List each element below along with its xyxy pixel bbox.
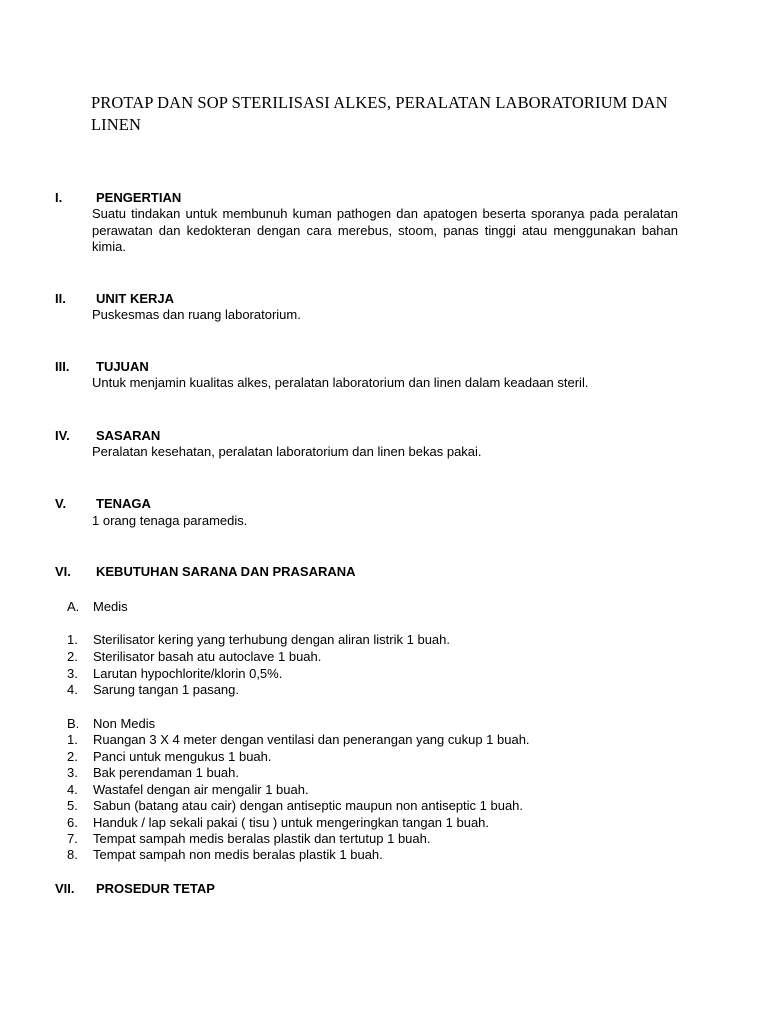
list-item-number: 4. (67, 782, 78, 797)
list-item: Panci untuk mengukus 1 buah. (93, 749, 272, 764)
list-item-number: 3. (67, 765, 78, 780)
section-number: II. (55, 291, 66, 306)
list-item-number: 6. (67, 815, 78, 830)
subsection-letter: B. (67, 716, 80, 731)
list-item: Wastafel dengan air mengalir 1 buah. (93, 782, 309, 797)
section-heading-sasaran: SASARAN (96, 428, 161, 443)
section-heading-kebutuhan: KEBUTUHAN SARANA DAN PRASARANA (96, 564, 356, 579)
section-number: I. (55, 190, 63, 205)
list-item: Sabun (batang atau cair) dengan antiseptic maupun non antiseptic 1 buah. (93, 798, 524, 813)
list-item: Larutan hypochlorite/klorin 0,5%. (93, 666, 283, 681)
section-number: VII. (55, 881, 75, 896)
list-item: Sterilisator basah atu autoclave 1 buah. (93, 649, 322, 664)
section-number: IV. (55, 428, 70, 443)
list-item: Sterilisator kering yang terhubung dengan aliran listrik 1 buah. (93, 632, 450, 647)
list-item: Bak perendaman 1 buah. (93, 765, 239, 780)
list-item: Handuk / lap sekali pakai ( tisu ) untuk mengeringkan tangan 1 buah. (93, 815, 490, 830)
section-body-pengertian: Suatu tindakan untuk membunuh kuman pathogen dan apatogen beserta sporanya pada peralatan perawatan dan kedokteran dengan cara merebus, stoom, panas tinggi atau menggunakan bahan kimia. (92, 206, 678, 254)
document-title: PROTAP DAN SOP STERILISASI ALKES, PERALATAN LABORATORIUM DAN LINEN (91, 93, 668, 134)
list-item: Ruangan 3 X 4 meter dengan ventilasi dan penerangan yang cukup 1 buah. (93, 732, 530, 747)
list-item-number: 2. (67, 749, 78, 764)
list-item-number: 5. (67, 798, 78, 813)
list-item: Tempat sampah medis beralas plastik dan tertutup 1 buah. (93, 831, 431, 846)
list-item: Sarung tangan 1 pasang. (93, 682, 240, 697)
section-number: VI. (55, 564, 71, 579)
section-body-tenaga: 1 orang tenaga paramedis. (92, 513, 248, 528)
subsection-label-non-medis: Non Medis (93, 716, 156, 731)
section-heading-pengertian: PENGERTIAN (96, 190, 182, 205)
list-item-number: 7. (67, 831, 78, 846)
section-heading-tenaga: TENAGA (96, 496, 151, 511)
list-item: Tempat sampah non medis beralas plastik 1 buah. (93, 847, 383, 862)
list-item-number: 2. (67, 649, 78, 664)
section-body-unit-kerja: Puskesmas dan ruang laboratorium. (92, 307, 301, 322)
section-number: V. (55, 496, 67, 511)
list-item-number: 3. (67, 666, 78, 681)
section-number: III. (55, 359, 70, 374)
section-heading-tujuan: TUJUAN (96, 359, 149, 374)
list-item-number: 1. (67, 632, 78, 647)
section-body-sasaran: Peralatan kesehatan, peralatan laboratorium dan linen bekas pakai. (92, 444, 482, 459)
section-body-tujuan: Untuk menjamin kualitas alkes, peralatan laboratorium dan linen dalam keadaan steril. (92, 375, 589, 390)
subsection-letter: A. (67, 599, 80, 614)
list-item-number: 8. (67, 847, 78, 862)
list-item-number: 1. (67, 732, 78, 747)
list-item-number: 4. (67, 682, 78, 697)
section-heading-prosedur-tetap: PROSEDUR TETAP (96, 881, 215, 896)
subsection-label-medis: Medis (93, 599, 128, 614)
section-heading-unit-kerja: UNIT KERJA (96, 291, 175, 306)
